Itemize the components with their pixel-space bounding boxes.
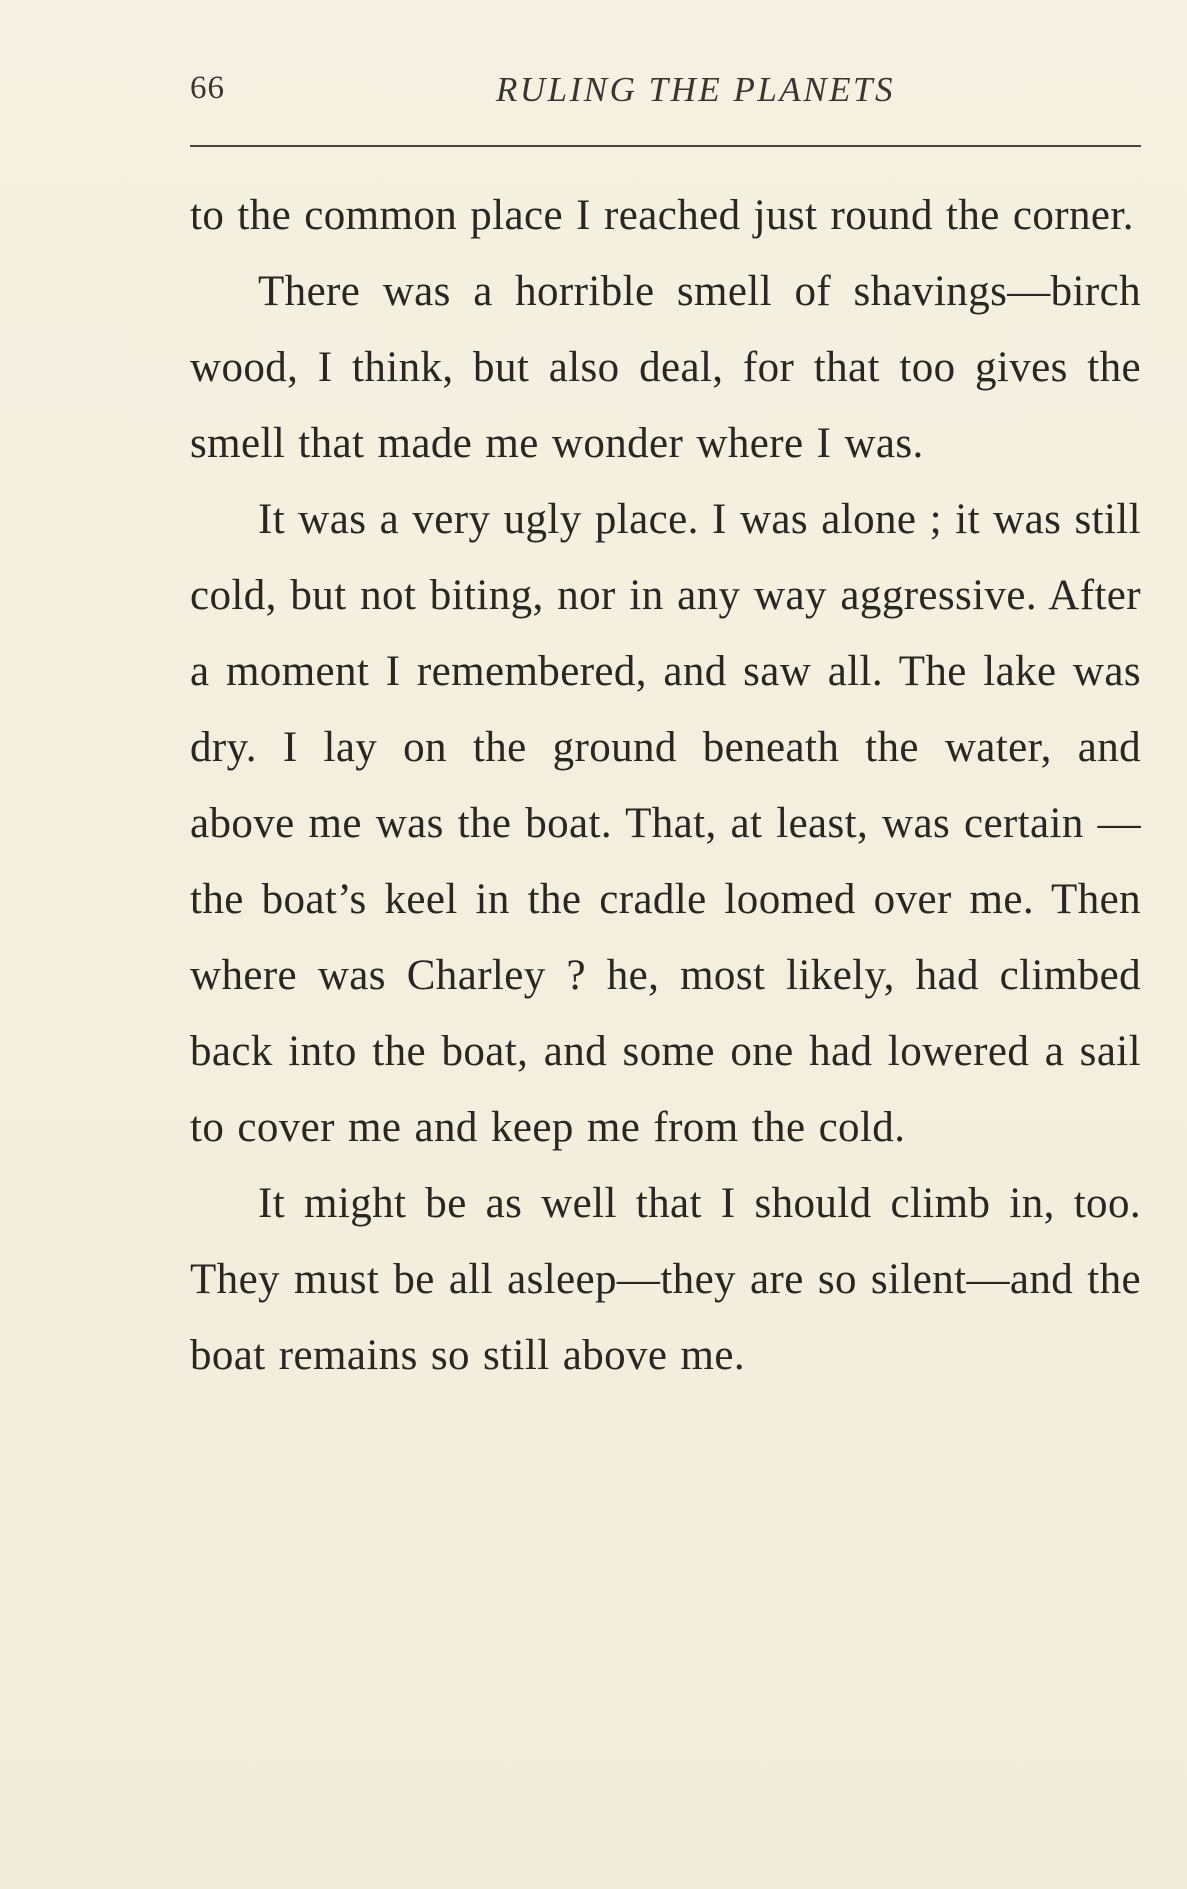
header-rule xyxy=(190,145,1141,147)
paragraph-4: It might be as well that I should climb in, too. They must be all asleep—they are so silent—and the boat remains so still above me. xyxy=(190,1180,1141,1379)
paragraph-1: to the common place I reached just round the corner. xyxy=(190,192,1134,239)
running-title: RULING THE PLANETS xyxy=(496,70,895,109)
page-number: 66 xyxy=(190,70,225,106)
paragraph-3: It was a very ugly place. I was alone ; it was still cold, but not biting, nor in any way aggressive. After a moment I remembered, and saw all. The lake was dry. I lay on the ground beneath the water, and above me was the boat. That, at least, was certain — the boat’s keel in the cradle loomed over me. Then where was Charley ? he, most likely, had climbed back into the boat, and some one had lowered a sail to cover me and keep me from the cold. xyxy=(190,496,1141,1151)
body-text xyxy=(190,178,1141,1394)
running-head xyxy=(190,68,1141,118)
paragraph-2: There was a horrible smell of shavings—birch wood, I think, but also deal, for that too gives the smell that made me wonder where I was. xyxy=(190,268,1141,467)
